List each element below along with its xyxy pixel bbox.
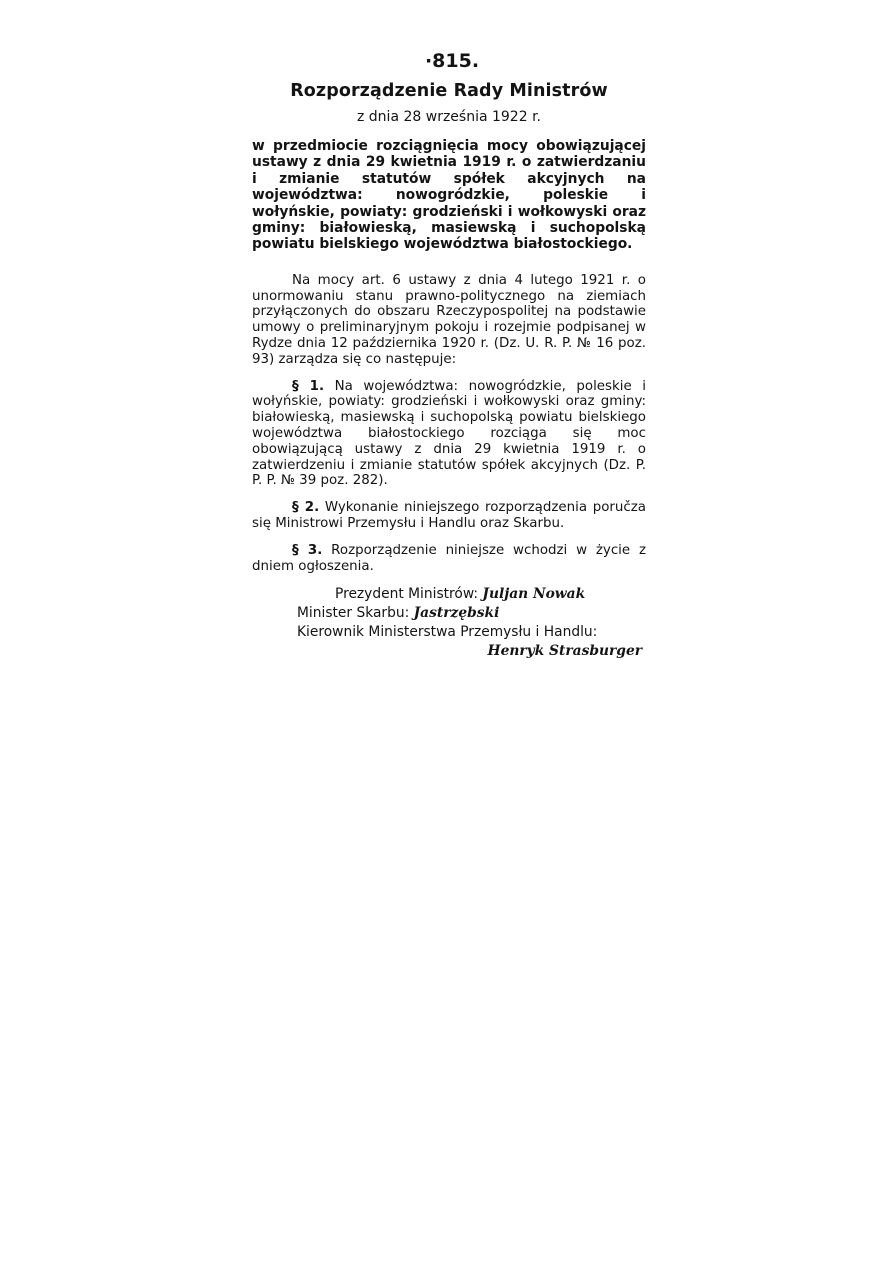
head-signature-name (252, 642, 646, 661)
document-date: z dnia 28 września 1922 r. (357, 109, 541, 125)
section-3-label: § 3. (292, 542, 323, 558)
minister-label: Minister Skarbu: (297, 605, 410, 622)
document-title: Rozporządzenie Rady Ministrów (290, 81, 608, 101)
page-number: ·815. (424, 50, 480, 72)
document-subject: w przedmiocie rozciągnięcia mocy obowiązującej ustawy z dnia 29 kwietnia 1919 r. o zatwierdzaniu i zmianie statutów spółek akcyjnych na województwa: nowogródzkie, poleskie i wołyńskie, powiaty: grodzieński i wołkowyski oraz gminy: białowieską, masiewską i suchopolską powiatu bielskiego województwa białostockiego. (252, 138, 646, 253)
section-1-label: § 1. (292, 378, 325, 394)
head-name: Henryk Strasburger (487, 643, 642, 660)
head-signature-label: Kierownik Ministerstwa Przemysłu i Handlu: (297, 624, 598, 641)
president-signature (252, 585, 646, 604)
preamble-paragraph: Na mocy art. 6 ustawy z dnia 4 lutego 1921 r. o unormowaniu stanu prawno-politycznego na ziemiach przyłączonych do obszaru Rzeczypospolitej na podstawie umowy o preliminaryjnym pokoju i rozejmie podpisanej w Rydze dnia 12 października 1920 r. (Dz. U. R. P. № 16 poz. 93) zarządza się co następuje: (252, 272, 646, 367)
section-3-text: Rozporządzenie niniejsze wchodzi w życie z dniem ogłoszenia. (252, 542, 646, 574)
minister-signature (252, 604, 646, 623)
document-page (252, 50, 646, 661)
president-name: Juljan Nowak (482, 586, 586, 603)
president-label: Prezydent Ministrów: (335, 586, 479, 603)
section-2-paragraph (252, 500, 646, 532)
section-2-label: § 2. (292, 500, 320, 516)
signatures-block (252, 585, 646, 661)
section-3-paragraph (252, 543, 646, 575)
section-1-paragraph (252, 379, 646, 490)
minister-name: Jastrzębski (413, 605, 500, 622)
section-1-text: Na województwa: nowogródzkie, poleskie i wołyńskie, powiaty: grodzieński i wołkowyski oraz gminy: białowieską, masiewską i suchopolską powiatu bielskiego województwa białostockiego rozciąga się moc obowiązującą ustawy z dnia 29 kwietnia 1919 r. o zatwierdzeniu i zmianie statutów spółek akcyjnych (Dz. P. P. P. № 39 poz. 282). (252, 378, 646, 489)
section-2-text: Wykonanie niniejszego rozporządzenia poručza się Ministrowi Przemysłu i Handlu oraz Skarbu. (252, 500, 646, 531)
